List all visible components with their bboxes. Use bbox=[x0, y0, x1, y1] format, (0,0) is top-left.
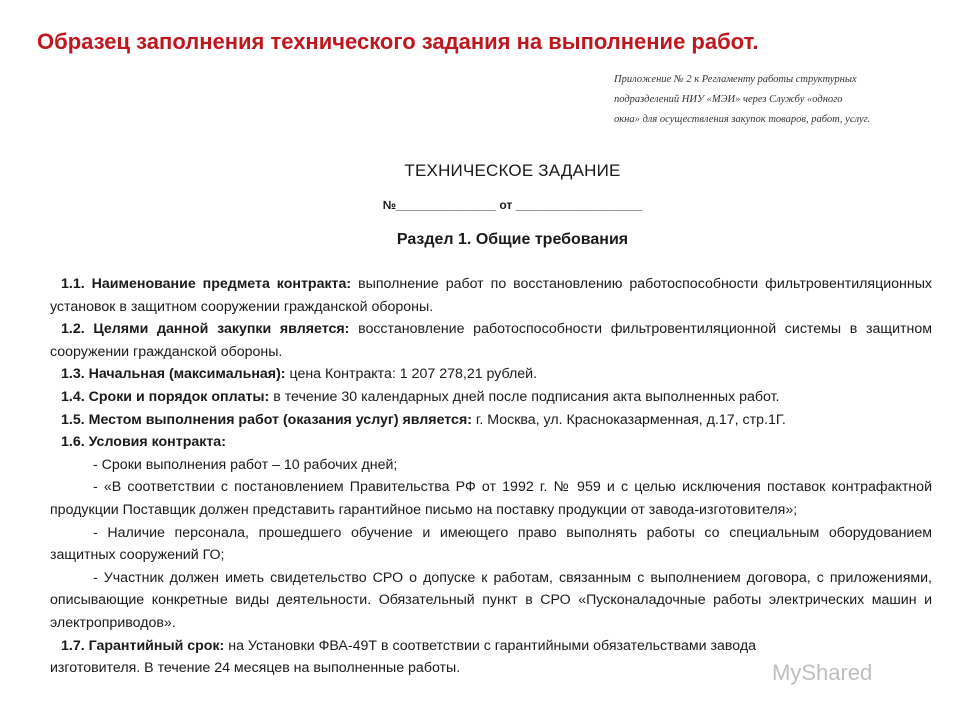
item-1-1 bbox=[50, 273, 932, 318]
item-text: в течение 30 календарных дней после подписания акта выполненных работ. bbox=[273, 388, 780, 405]
item-text: восстановление работоспособности фильтровентиляционной системы в защитном сооружении гражданской обороны. bbox=[50, 321, 932, 360]
item-1-6 bbox=[50, 431, 932, 454]
item-1-4 bbox=[50, 386, 932, 409]
item-text: цена Контракта: 1 207 278,21 рублей. bbox=[289, 366, 538, 383]
item-number: 1.6. bbox=[61, 434, 85, 451]
condition-item: - Наличие персонала, прошедшего обучение и имеющего право выполнять работы со специальным оборудованием защитных сооружений ГО; bbox=[50, 524, 932, 564]
item-1-7 bbox=[50, 635, 932, 658]
document-body bbox=[50, 273, 932, 680]
appendix-line: окна» для осуществления закупок товаров, работ, услуг. bbox=[614, 114, 871, 125]
section-title: Раздел 1. Общие требования bbox=[396, 231, 629, 248]
item-number: 1.1. bbox=[61, 276, 85, 292]
document-title: ТЕХНИЧЕСКОЕ ЗАДАНИЕ bbox=[404, 161, 621, 180]
item-label: Целями данной закупки является: bbox=[93, 321, 350, 338]
item-number: 1.5. bbox=[61, 411, 85, 428]
item-text: на Установки ФВА-49Т в соответствии с гарантийными обязательствами завода bbox=[228, 637, 757, 654]
item-label: Условия контракта: bbox=[88, 434, 226, 451]
item-text: выполнение работ по восстановлению работоспособности фильтровентиляционных установок в защитном сооружении гражданской обороны. bbox=[50, 276, 932, 315]
document-number-line: №_______________ от ___________________ bbox=[382, 198, 643, 212]
item-1-3 bbox=[50, 363, 932, 386]
item-label: Гарантийный срок: bbox=[88, 637, 225, 654]
item-text: г. Москва, ул. Красноказарменная, д.17, стр.1Г. bbox=[475, 411, 786, 428]
item-number: 1.2. bbox=[61, 321, 85, 338]
item-1-2 bbox=[50, 318, 932, 363]
item-label: Сроки и порядок оплаты: bbox=[88, 388, 270, 405]
condition-item: - Участник должен иметь свидетельство СРО о допуске к работам, связанным с выполнением договора, с приложениями, описывающие конкретные виды деятельности. Обязательный пункт в СРО «Пусконаладочные работы электрических машин и электроприводов». bbox=[50, 569, 932, 631]
condition-item: - Сроки выполнения работ – 10 рабочих дней; bbox=[93, 456, 398, 473]
item-1-7-continuation: изготовителя. В течение 24 месяцев на выполненные работы. bbox=[50, 660, 461, 677]
slide-title: Образец заполнения технического задания на выполнение работ. bbox=[37, 29, 759, 54]
item-number: 1.4. bbox=[61, 388, 85, 405]
condition-item: - «В соответствии с постановлением Правительства РФ от 1992 г. № 959 и с целью исключения поставок контрафактной продукции Поставщик должен представить гарантийное письмо на поставку продукции от завода-изготовителя»; bbox=[50, 479, 932, 518]
item-number: 1.7. bbox=[61, 637, 85, 654]
item-label: Наименование предмета контракта: bbox=[91, 276, 352, 292]
item-label: Местом выполнения работ (оказания услуг) является: bbox=[88, 411, 472, 428]
appendix-line: Приложение № 2 к Регламенту работы структурных bbox=[614, 74, 857, 85]
item-label: Начальная (максимальная): bbox=[88, 366, 286, 383]
item-number: 1.3. bbox=[61, 366, 85, 383]
item-1-5 bbox=[50, 409, 932, 432]
appendix-line: подразделений НИУ «МЭИ» через Службу «одного bbox=[614, 94, 843, 105]
appendix-note bbox=[614, 70, 944, 130]
watermark-logo: MyShared bbox=[772, 660, 873, 685]
